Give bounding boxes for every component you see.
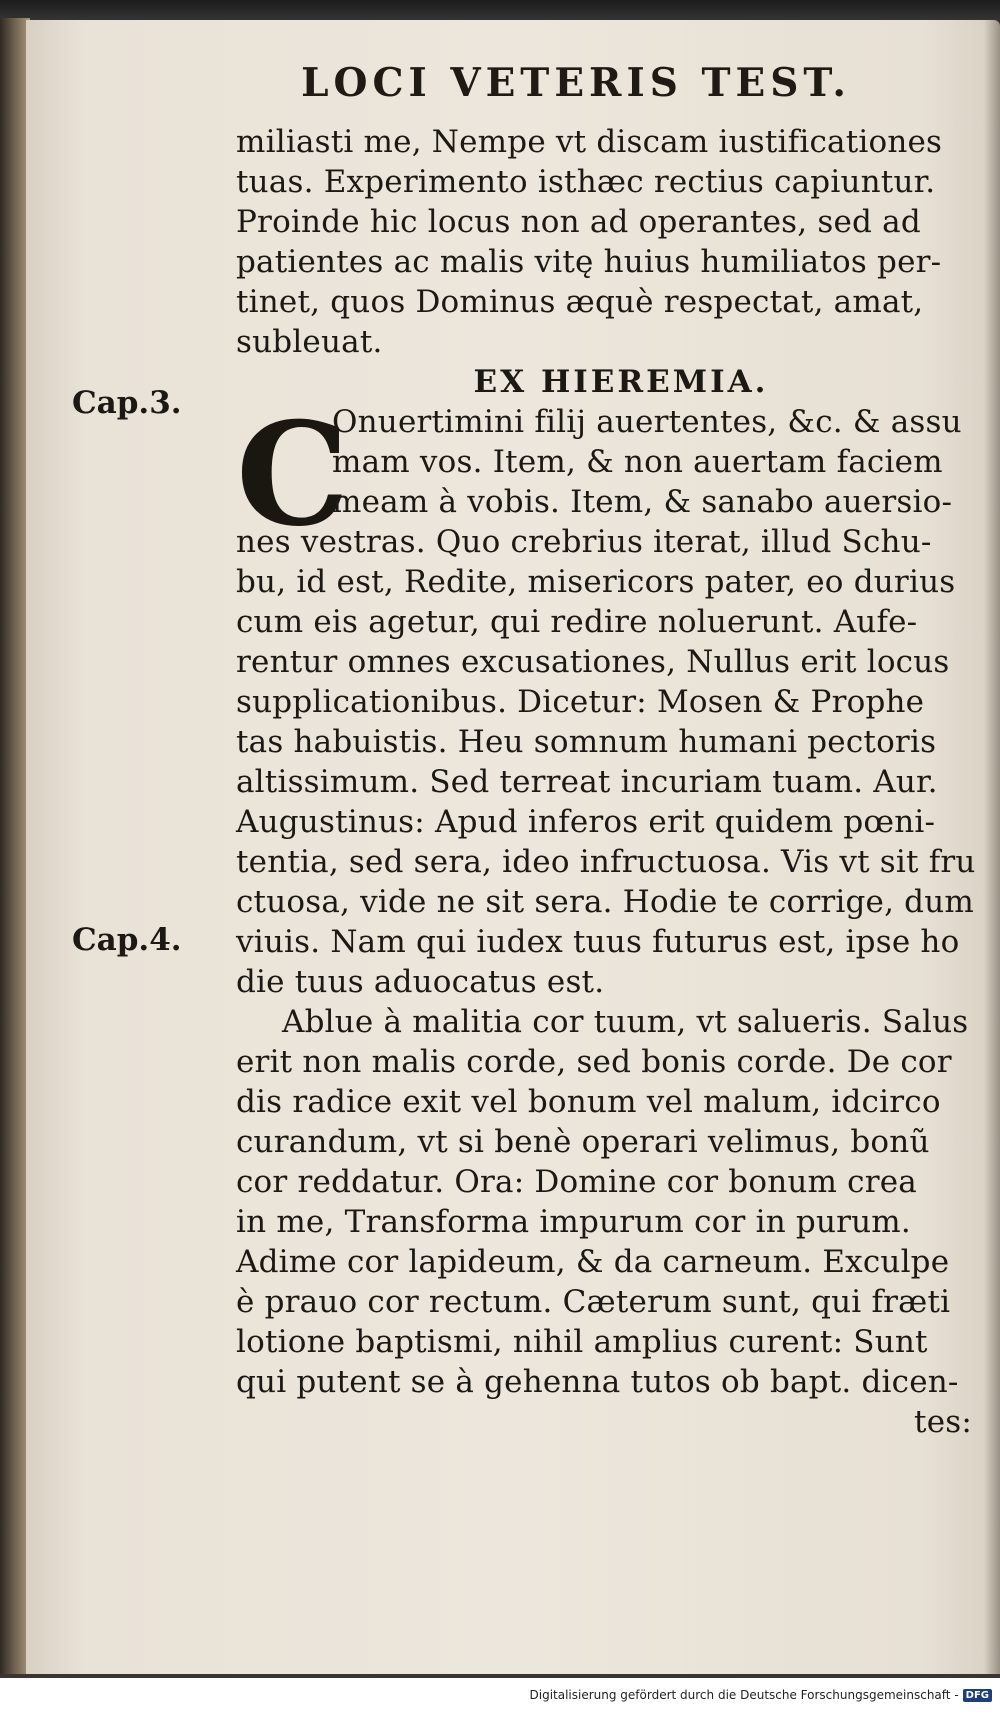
text-line: cor reddatur. Ora: Domine cor bonum crea bbox=[236, 1164, 917, 1200]
text-line: cum eis agetur, qui redire noluerunt. Aufe- bbox=[236, 604, 918, 640]
text-line: erit non malis corde, sed bonis corde. De cor bbox=[236, 1044, 952, 1080]
text-line: subleuat. bbox=[236, 324, 383, 360]
text-line: rentur omnes excusationes, Nullus erit locus bbox=[236, 644, 950, 680]
text-line: die tuus aduocatus est. bbox=[236, 964, 605, 1000]
text-line: dis radice exit vel bonum vel malum, idcirco bbox=[236, 1084, 941, 1120]
text-line: ctuosa, vide ne sit sera. Hodie te corrige, dum bbox=[236, 884, 974, 920]
text-line: supplicationibus. Dicetur: Mosen & Prophe bbox=[236, 684, 925, 720]
text-line: miliasti me, Nempe vt discam iustificationes bbox=[236, 124, 943, 160]
text-line: tas habuistis. Heu somnum humani pectoris bbox=[236, 724, 937, 760]
text-line: Proinde hic locus non ad operantes, sed ad bbox=[236, 204, 921, 240]
text-line: bu, id est, Redite, misericors pater, eo durius bbox=[236, 564, 956, 600]
text-line: Augustinus: Apud inferos erit quidem pœni- bbox=[236, 804, 936, 840]
text-line: Ablue à malitia cor tuum, vt salueris. Salus bbox=[282, 1004, 969, 1040]
text-line: tinet, quos Dominus æquè respectat, amat, bbox=[236, 284, 924, 320]
section-heading: EX HIEREMIA. bbox=[473, 364, 769, 400]
text-line: lotione baptismi, nihil amplius curent: Sunt bbox=[236, 1324, 928, 1360]
body-text bbox=[236, 122, 976, 1442]
text-line: nes vestras. Quo crebrius iterat, illud Schu- bbox=[236, 524, 932, 560]
text-line: viuis. Nam qui iudex tuus futurus est, ipse ho bbox=[236, 924, 960, 960]
text-line: Onuertimini filij auertentes, &c. & assu bbox=[332, 404, 962, 440]
text-line: tuas. Experimento isthæc rectius capiuntur. bbox=[236, 164, 936, 200]
text-line: tentia, sed sera, ideo infructuosa. Vis vt sit fru bbox=[236, 844, 976, 880]
text-line: qui putent se à gehenna tutos ob bapt. dicen- bbox=[236, 1364, 959, 1400]
catchword: tes: bbox=[914, 1404, 972, 1440]
margin-note-cap-3: Cap.3. bbox=[72, 385, 182, 421]
text-line: è prauo cor rectum. Cæterum sunt, qui fræti bbox=[236, 1284, 951, 1320]
margin-note-cap-4: Cap.4. bbox=[72, 922, 182, 958]
dfg-logo-icon: DFG bbox=[963, 1689, 992, 1702]
text-line: in me, Transforma impurum cor in purum. bbox=[236, 1204, 911, 1240]
text-line: altissimum. Sed terreat incuriam tuam. Aur. bbox=[236, 764, 938, 800]
text-line: curandum, vt si benè operari velimus, bonũ bbox=[236, 1124, 930, 1160]
drop-cap-letter: C bbox=[236, 392, 350, 558]
footer-credit-text: Digitalisierung gefördert durch die Deutsche Forschungsgemeinschaft - bbox=[529, 1688, 959, 1702]
digitization-credit bbox=[530, 1688, 993, 1702]
text-line: patientes ac malis vitę huius humiliatos per- bbox=[236, 244, 942, 280]
running-head: LOCI VETERIS TEST. bbox=[301, 60, 851, 106]
text-line: mam vos. Item, & non auertam faciem bbox=[332, 444, 943, 480]
page-right-shadow bbox=[984, 20, 1000, 1678]
text-line: Adime cor lapideum, & da carneum. Exculpe bbox=[236, 1244, 950, 1280]
text-line: meam à vobis. Item, & sanabo auersio- bbox=[332, 484, 953, 520]
